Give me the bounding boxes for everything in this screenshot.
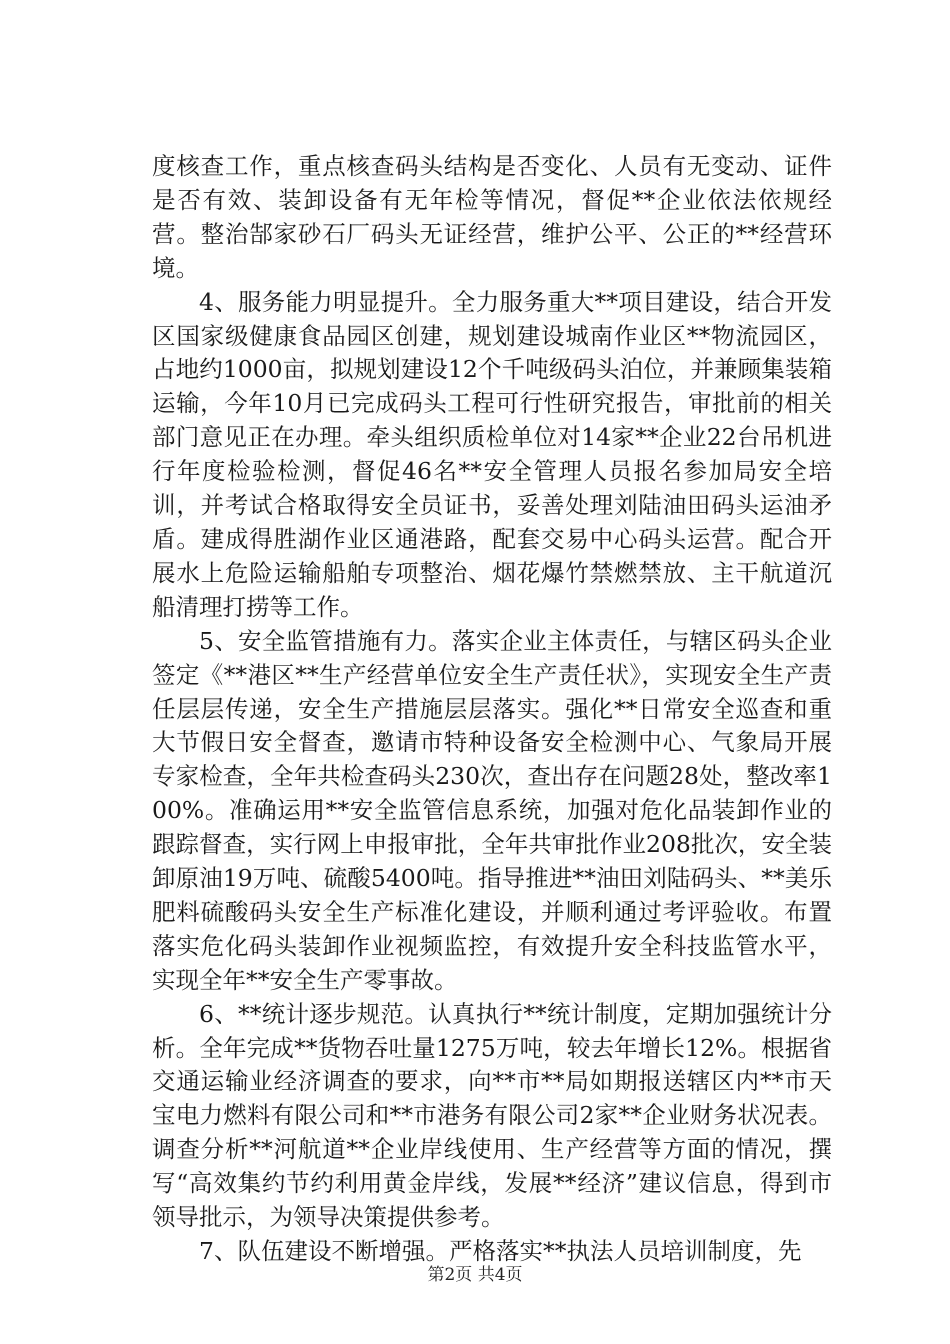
page-number-footer: 第2页 共4页 <box>427 1265 523 1285</box>
paragraph-statistics: 6、**统计逐步规范。认真执行**统计制度，定期加强统计分析。全年完成**货物吞吐量1275万吨，较去年增长12%。根据省交通运输业经济调查的要求，向**市**局如期报送辖区内**市天宝电力燃料有限公司和**市港务有限公司2家**企业财务状况表。调查分析**河航道**企业岸线使用、生产经营等方面的情况，撰写“高效集约节约利用黄金岸线，发展**经济”建议信息，得到市领导批示，为领导决策提供参考。 <box>152 999 832 1232</box>
paragraph-safety-supervision: 5、安全监管措施有力。落实企业主体责任，与辖区码头企业签定《**港区**生产经营单位安全生产责任状》，实现安全生产责任层层传递，安全生产措施层层落实。强化**日常安全巡查和重大节假日安全督查，邀请市特种设备安全检测中心、气象局开展专家检查，全年共检查码头230次，查出存在问题28处，整改率100%。准确运用**安全监管信息系统，加强对危化品装卸作业的跟踪督查，实行网上申报审批，全年共审批作业208批次，安全装卸原油19万吨、硫酸5400吨。指导推进**油田刘陆码头、**美乐肥料硫酸码头安全生产标准化建设，并顺利通过考评验收。布置落实危化码头装卸作业视频监控，有效提升安全科技监管水平，实现全年**安全生产零事故。 <box>152 626 832 994</box>
paragraph-continuation: 度核查工作，重点核查码头结构是否变化、人员有无变动、证件是否有效、装卸设备有无年检等情况，督促**企业依法依规经营。整治郜家砂石厂码头无证经营，维护公平、公正的**经营环境。 <box>152 152 832 282</box>
paragraph-service-capability: 4、服务能力明显提升。全力服务重大**项目建设，结合开发区国家级健康食品园区创建，规划建设城南作业区**物流园区，占地约1000亩，拟规划建设12个千吨级码头泊位，并兼顾集装箱运输，今年10月已完成码头工程可行性研究报告，审批前的相关部门意见正在办理。牵头组织质检单位对14家**企业22台吊机进行年度检验检测，督促46名**安全管理人员报名参加局安全培训，并考试合格取得安全员证书，妥善处理刘陆油田码头运油矛盾。建成得胜湖作业区通港路，配套交易中心码头运营。配合开展水上危险运输船舶专项整治、烟花爆竹禁燃禁放、主干航道沉船清理打捞等工作。 <box>152 287 832 621</box>
paragraph-team-building: 7、队伍建设不断增强。严格落实**执法人员培训制度，先 <box>199 1237 802 1265</box>
document-body <box>152 150 832 1269</box>
